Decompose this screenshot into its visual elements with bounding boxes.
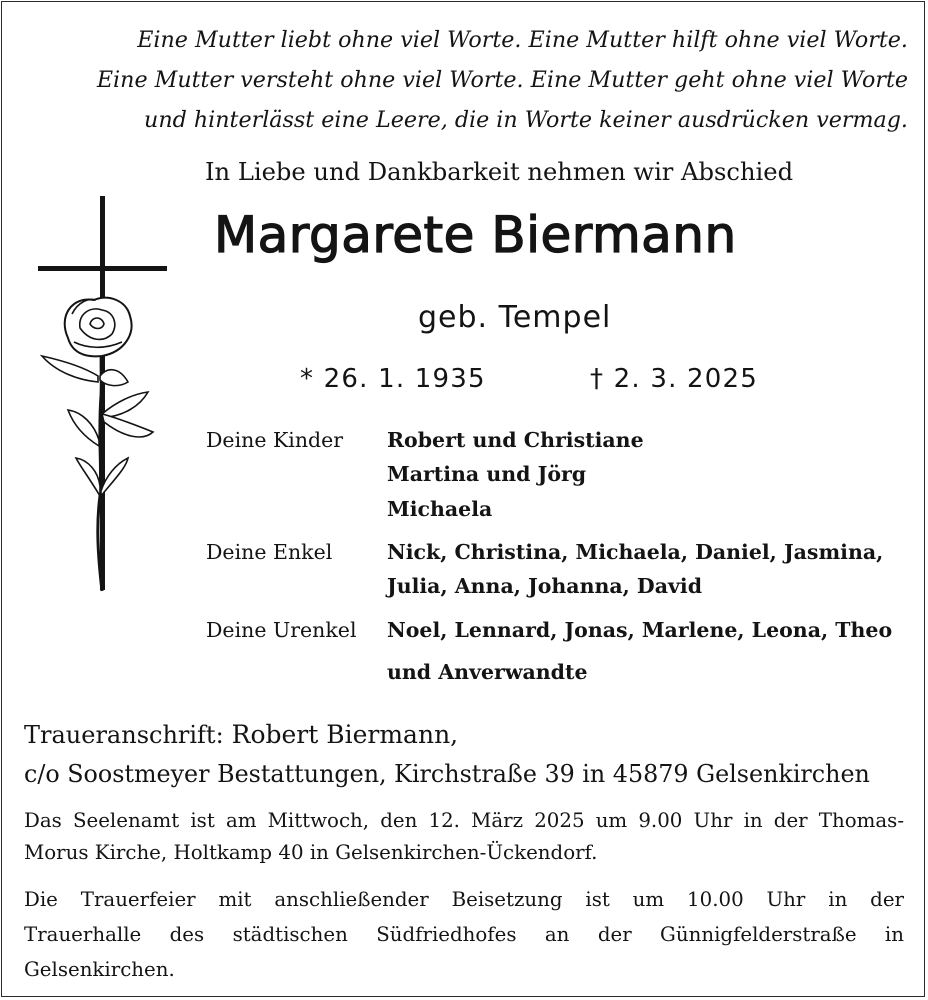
child-entry: Martina und Jörg [387, 462, 587, 486]
greatgrandchildren-label: Deine Urenkel [206, 618, 357, 642]
relatives-line: und Anverwandte [387, 660, 588, 684]
funeral-line: Die Trauerfeier mit anschließender Beisetzung ist um 10.00 Uhr in der [24, 888, 904, 911]
death-date: † 2. 3. 2025 [590, 364, 758, 394]
mourning-address-name: Robert Biermann, [231, 720, 459, 749]
birth-date: * 26. 1. 1935 [300, 364, 486, 394]
funeral-paragraph [24, 882, 904, 987]
greatgrandchildren-entry: Noel, Lennard, Jonas, Marlene, Leona, Theo [387, 618, 893, 642]
child-entry: Robert und Christiane [387, 428, 644, 452]
grandchildren-entry: Nick, Christina, Michaela, Daniel, Jasmina, [387, 540, 884, 564]
rose-icon [42, 298, 153, 591]
children-label: Deine Kinder [206, 428, 344, 452]
grandchildren-label: Deine Enkel [206, 540, 333, 564]
poem-line: Eine Mutter versteht ohne viel Worte. Eine Mutter geht ohne viel Worte [96, 67, 908, 93]
mourning-address-label: Traueranschrift: [24, 721, 224, 749]
poem-line: Eine Mutter liebt ohne viel Worte. Eine Mutter hilft ohne viel Worte. [137, 27, 908, 53]
funeral-line: Trauerhalle des städtischen Südfriedhofes an der Günnigfelderstraße in [24, 923, 904, 946]
farewell-intro: In Liebe und Dankbarkeit nehmen wir Abschied [205, 158, 794, 186]
maiden-name: geb. Tempel [418, 300, 612, 335]
cross-with-rose-illustration [38, 196, 168, 596]
poem [28, 20, 908, 140]
requiem-paragraph [24, 805, 904, 869]
deceased-name: Margarete Biermann [214, 206, 737, 264]
child-entry: Michaela [387, 497, 493, 521]
mourning-address-street: c/o Soostmeyer Bestattungen, Kirchstraße 39 in 45879 Gelsenkirchen [24, 760, 870, 788]
requiem-line: Morus Kirche, Holtkamp 40 in Gelsenkirchen-Ückendorf. [24, 841, 598, 864]
grandchildren-entry: Julia, Anna, Johanna, David [387, 574, 703, 598]
requiem-line: Das Seelenamt ist am Mittwoch, den 12. März 2025 um 9.00 Uhr in der Thomas- [24, 809, 904, 832]
poem-line: und hinterlässt eine Leere, die in Worte keiner ausdrücken vermag. [144, 107, 908, 133]
mourning-address-line [24, 720, 458, 749]
funeral-line: Gelsenkirchen. [24, 958, 175, 981]
